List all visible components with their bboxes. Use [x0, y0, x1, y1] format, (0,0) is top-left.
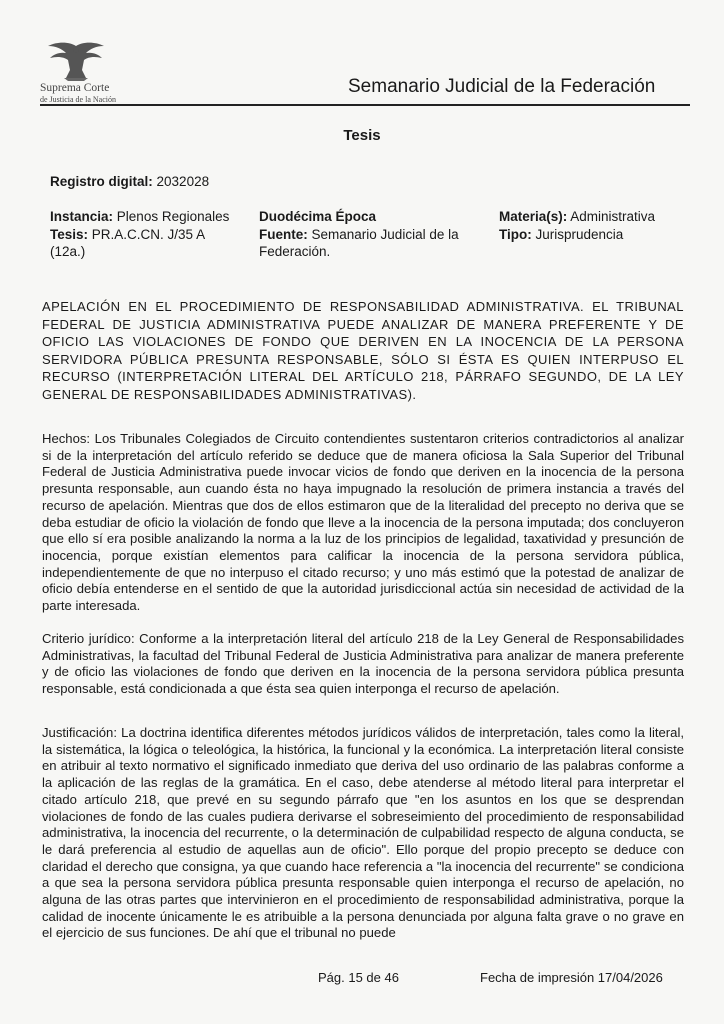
tesis-value: PR.A.C.CN. J/35 A (12a.)	[50, 227, 205, 259]
instancia-label: Instancia:	[50, 209, 114, 224]
document-type-heading: Tesis	[343, 127, 381, 144]
print-date: Fecha de impresión 17/04/2026	[480, 970, 663, 985]
tipo-label: Tipo:	[499, 227, 532, 242]
materia-field	[499, 208, 689, 225]
justificacion-paragraph: Justificación: La doctrina identifica diferentes métodos jurídicos válidos de interpretación, tales como la literal, la sistemática, la lógica o teleológica, la histórica, la funcional y la económica. La interpretación literal consiste en atribuir al texto normativo el significado inmediato que deriva del uso ordinario de las palabras conforme a la aplicación de las reglas de la gramática. En el caso, debe atenderse al método literal para interpretar el citado artículo 218, que prevé en su segundo párrafo que "en los asuntos en los que se desprendan violaciones de fondo de las cuales pudiera derivarse el sobreseimiento del procedimiento de responsabilidad administrativa, la inocencia del recurrente, o la determinación de culpabilidad respecto de alguna conducta, se le dará preferencia al estudio de aquellas aun de oficio". Ello porque del propio precepto se deduce con claridad el derecho que consigna, ya que cuando hace referencia a "la inocencia del recurrente" se condiciona a que sea la persona servidora pública presunta responsable quien interponga el recurso de apelación, no alguna de las otras partes que intervinieron en el procedimiento de responsabilidad administrativa, porque la calidad de inocente únicamente le es atribuible a la persona denunciada por alguna falta grave o no grave en el ejercicio de sus funciones. De ahí que el tribunal no puede	[42, 725, 684, 941]
fuente-label: Fuente:	[259, 227, 308, 242]
tesis-field	[50, 226, 235, 260]
scjn-logo	[38, 40, 122, 106]
tesis-label: Tesis:	[50, 227, 89, 242]
epoca-value: Duodécima Época	[259, 209, 377, 224]
hechos-paragraph: Hechos: Los Tribunales Colegiados de Circuito contendientes sustentaron criterios contradictorios al analizar si de la interpretación del artículo referido se deduce que de manera oficiosa la Sala Superior del Tribunal Federal de Justicia Administrativa puede invocar vicios de fondo que deriven en la inocencia de la persona presunta responsable, aun cuando ésta no haya impugnado la resolución de primera instancia a través del recurso de apelación. Mientras que dos de ellos estimaron que de la literalidad del precepto no deriva que se deba estudiar de oficio la violación de fondo que lleve a la inocencia de la persona imputada; dos concluyeron que ello sí era posible analizando la norma a la luz de los principios de legalidad, taxatividad y presunción de inocencia, porque existían elementos para calificar la inocencia de la persona servidora pública, independientemente de que no interpuso el citado recurso; y uno más estimó que la potestad de analizar de oficio debía entenderse en el sentido de que la autoridad jurisdiccional actúa sin necesidad de actividad de la parte interesada.	[42, 431, 684, 614]
registro-digital	[50, 173, 209, 190]
page-number: Pág. 15 de 46	[318, 970, 399, 985]
materia-value: Administrativa	[570, 209, 656, 224]
logo-line-1: Suprema Corte	[40, 82, 110, 94]
materia-label: Materia(s):	[499, 209, 568, 224]
tipo-value: Jurisprudencia	[535, 227, 624, 242]
tesis-rubro: APELACIÓN EN EL PROCEDIMIENTO DE RESPONSABILIDAD ADMINISTRATIVA. EL TRIBUNAL FEDERAL DE JUSTICIA ADMINISTRATIVA PUEDE ANALIZAR DE MANERA PREFERENTE Y DE OFICIO LAS VIOLACIONES DE FONDO QUE DERIVEN EN LA INOCENCIA DE LA PERSONA SERVIDORA PÚBLICA PRESUNTA RESPONSABLE, SÓLO SI ÉSTA ES QUIEN INTERPUSO EL RECURSO (INTERPRETACIÓN LITERAL DEL ARTÍCULO 218, PÁRRAFO SEGUNDO, DE LA LEY GENERAL DE RESPONSABILIDADES ADMINISTRATIVAS).	[42, 299, 684, 402]
header-divider	[40, 104, 690, 106]
fuente-field	[259, 226, 484, 260]
logo-line-2: de Justicia de la Nación	[40, 95, 116, 104]
instancia-field	[50, 208, 245, 225]
tipo-field	[499, 226, 689, 243]
registro-value: 2032028	[156, 174, 210, 189]
fuente-value: Semanario Judicial de la Federación.	[259, 227, 459, 259]
publication-title: Semanario Judicial de la Federación	[348, 76, 656, 97]
eagle-emblem-icon	[44, 40, 108, 82]
instancia-value: Plenos Regionales	[116, 209, 230, 224]
registro-label: Registro digital:	[50, 174, 153, 189]
epoca-field	[259, 208, 479, 225]
criterio-paragraph: Criterio jurídico: Conforme a la interpretación literal del artículo 218 de la Ley General de Responsabilidades Administrativas, la facultad del Tribunal Federal de Justicia Administrativa para analizar de manera preferente y de oficio las violaciones de fondo que deriven en la inocencia de la persona servidora pública presunta responsable, está condicionada a que ésta sea quien interponga el recurso de apelación.	[42, 631, 684, 697]
